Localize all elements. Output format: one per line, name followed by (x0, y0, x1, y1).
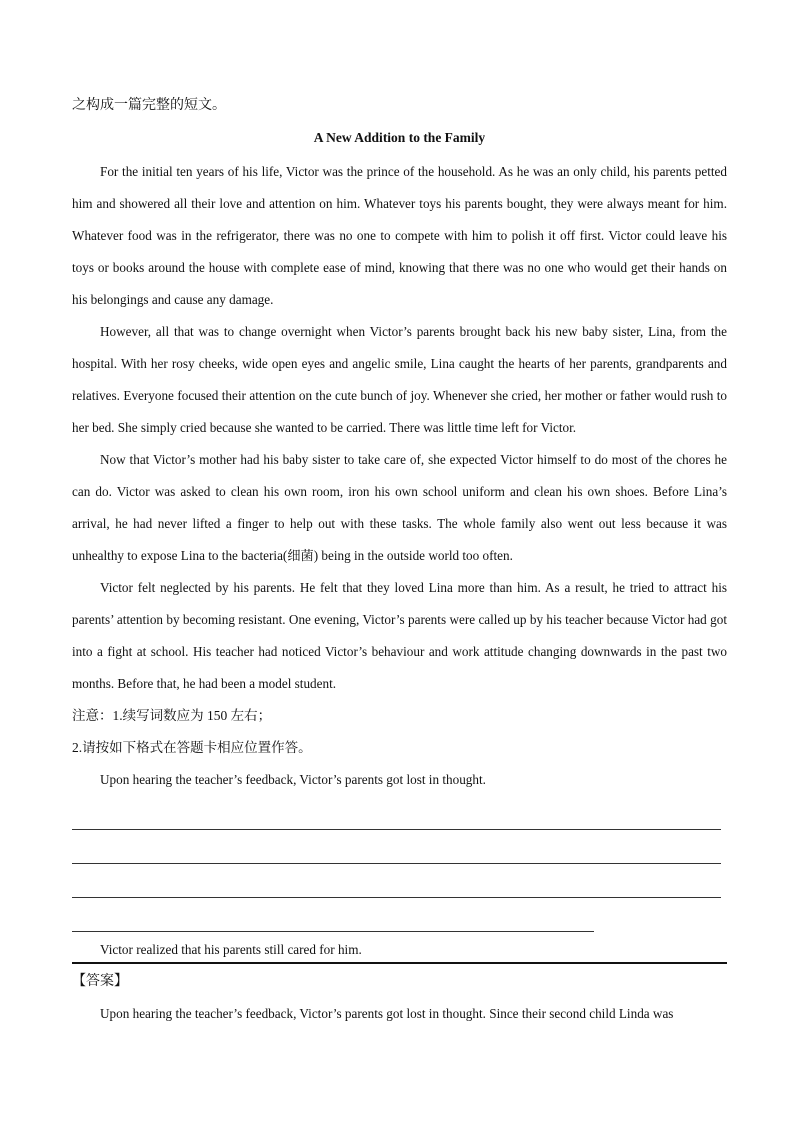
writing-line-2 (72, 830, 721, 864)
writing-line-1 (72, 796, 721, 830)
paragraph-2: However, all that was to change overnight when Victor’s parents brought back his new baby sister, Lina, from the hospital. With her rosy cheeks, wide open eyes and angelic smile, Lina caught the hearts of her parents, grandparents and relatives. Everyone focused their attention on the cute bunch of joy. Whenever she cried, her mother or father would rush to her bed. She simply cried because she wanted to be carried. There was little time left for Victor. (72, 324, 727, 435)
writing-line-3 (72, 864, 721, 898)
paragraph-4: Victor felt neglected by his parents. He felt that they loved Lina more than him. As a result, he tried to attract his parents’ attention by becoming resistant. One evening, Victor’s parents were called up by his teacher because Victor had got into a fight at school. His teacher had noticed Victor’s behaviour and work attitude changing downwards in the past two months. Before that, he had been a model student. (72, 580, 727, 691)
document-page (72, 96, 727, 1030)
continuation-prompt-end: Victor realized that his parents still cared for him. (100, 942, 362, 957)
paragraph-3: Now that Victor’s mother had his baby sister to take care of, she expected Victor himself to do most of the chores he can do. Victor was asked to clean his own room, iron his own school uniform and clean his own shoes. Before Lina’s arrival, he had never lifted a finger to help out with these tasks. The whole family also went out less because it was unhealthy to expose Lina to the bacteria(细菌) being in the outside world too often. (72, 452, 727, 563)
section-divider (72, 962, 727, 964)
answer-text: Upon hearing the teacher’s feedback, Victor’s parents got lost in thought. Since their second child Linda was (100, 1006, 674, 1021)
continuation-prompt-start: Upon hearing the teacher’s feedback, Victor’s parents got lost in thought. (100, 772, 486, 787)
story-title: A New Addition to the Family (313, 130, 486, 145)
note-line-2: 2.请按如下格式在答题卡相应位置作答。 (72, 740, 312, 755)
note-line-1: 注意：1.续写词数应为 150 左右； (72, 708, 272, 723)
writing-line-4 (72, 898, 594, 932)
intro-text: 之构成一篇完整的短文。 (72, 98, 226, 113)
paragraph-1: For the initial ten years of his life, Victor was the prince of the household. As he was an only child, his parents petted him and showered all their love and attention on him. Whatever toys his parents bought, they were always meant for him. Whatever food was in the refrigerator, there was no one to compete with him to polish it off first. Victor could leave his toys or books around the house with complete ease of mind, knowing that there was no one who would get their hands on his belongings and cause any damage. (72, 164, 727, 307)
answer-heading: 【答案】 (72, 974, 128, 989)
